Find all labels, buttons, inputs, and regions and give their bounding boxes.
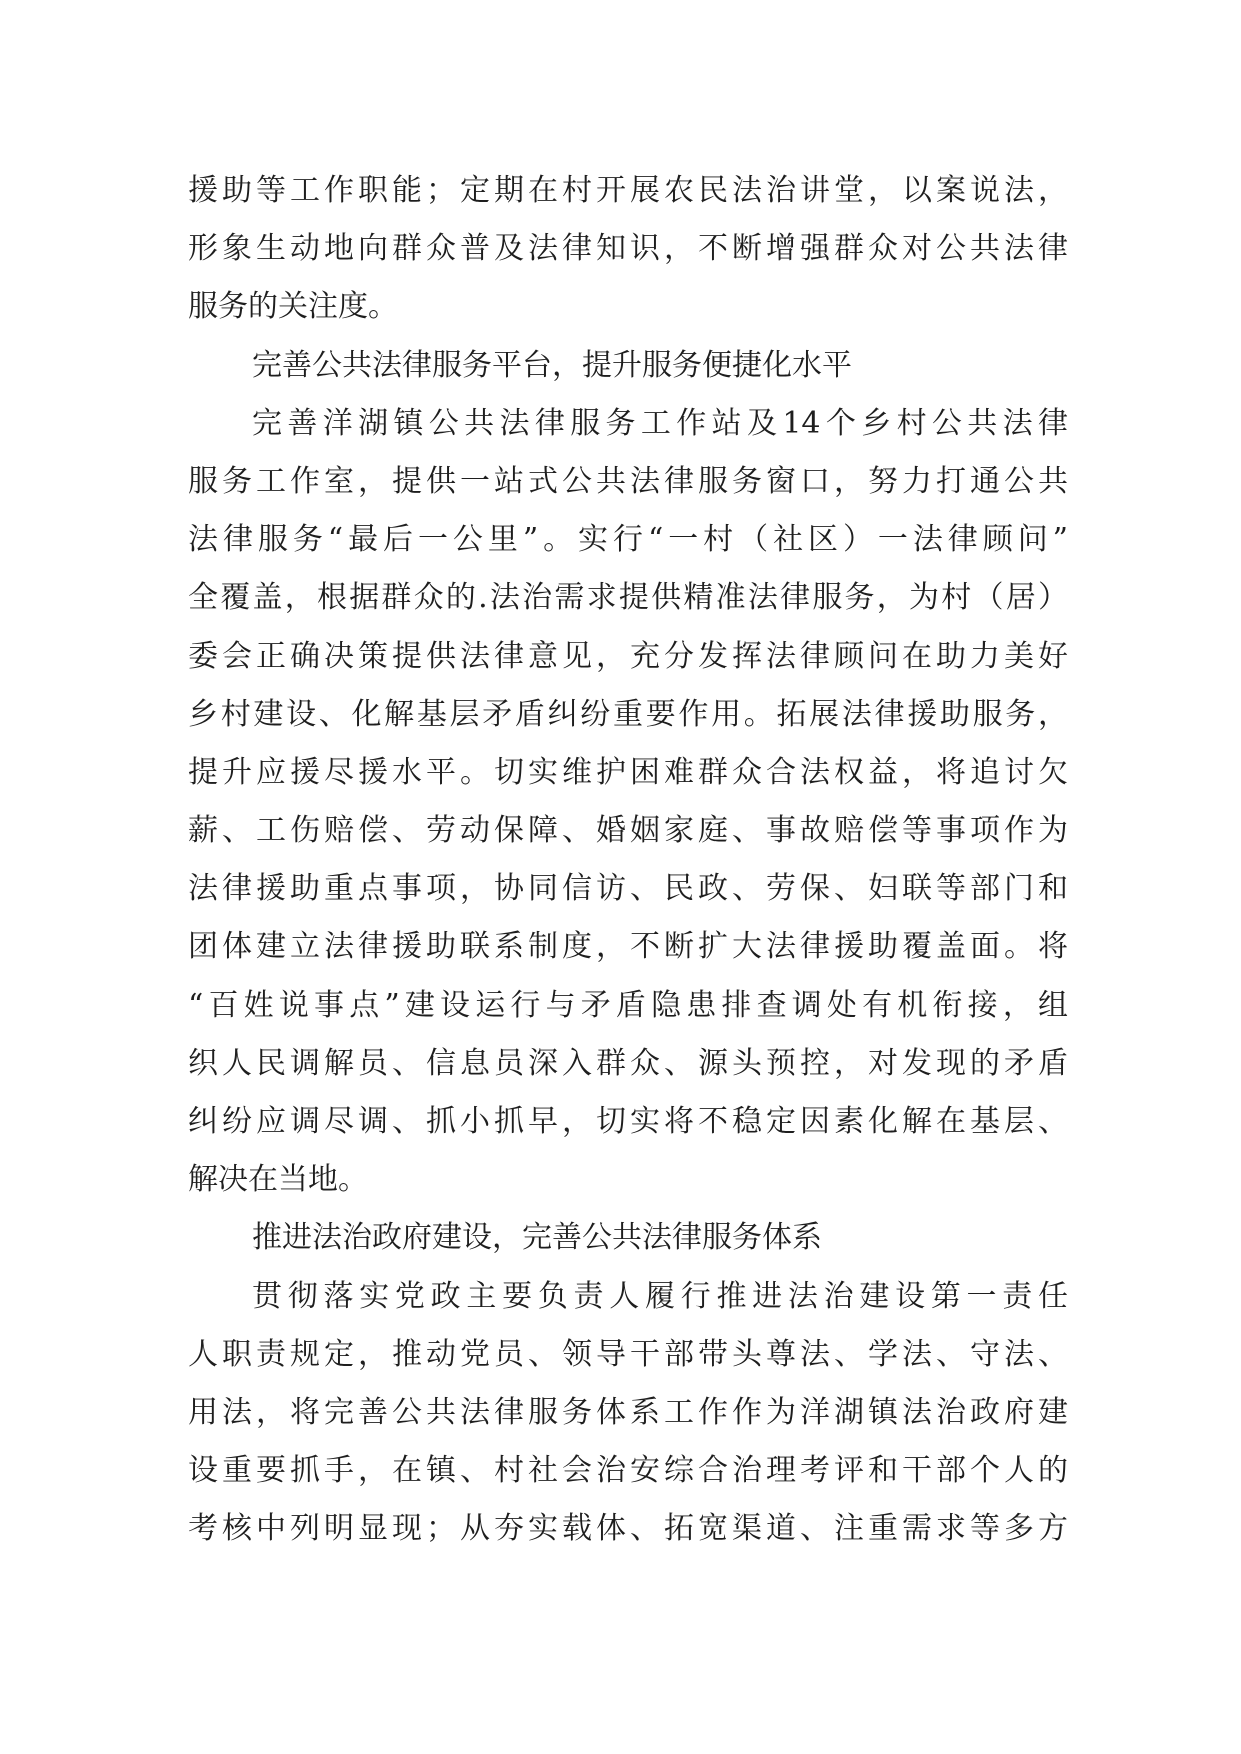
text-line: 法律援助重点事项，协同信访、民政、劳保、妇联等部门和: [188, 871, 1068, 907]
text-line: 考核中列明显现；从夯实载体、拓宽渠道、注重需求等多方: [188, 1511, 1068, 1547]
text-line: 用法，将完善公共法律服务体系工作作为洋湖镇法治政府建: [188, 1394, 1068, 1430]
text-line: 服务工作室，提供一站式公共法律服务窗口，努力打通公共: [188, 463, 1068, 499]
text-line: 形象生动地向群众普及法律知识，不断增强群众对公共法律: [188, 231, 1068, 267]
text-line: 团体建立法律援助联系制度，不断扩大法律援助覆盖面。将: [188, 929, 1068, 965]
text-line: 纠纷应调尽调、抓小抓早，切实将不稳定因素化解在基层、: [188, 1104, 1068, 1139]
document-body: [188, 162, 1068, 1559]
text-line: 薪、工伤赔偿、劳动保障、婚姻家庭、事故赔偿等事项作为: [188, 813, 1068, 849]
section-heading: 推进法治政府建设，完善公共法律服务体系: [252, 1220, 822, 1256]
text-line: 全覆盖，根据群众的.法治需求提供精准法律服务，为村（居）: [188, 580, 1068, 616]
text-line: 委会正确决策提供法律意见，充分发挥法律顾问在助力美好: [188, 638, 1068, 674]
text-line: 人职责规定，推动党员、领导干部带头尊法、学法、守法、: [188, 1336, 1068, 1372]
section-heading: 完善公共法律服务平台，提升服务便捷化水平: [252, 347, 852, 383]
text-line: 服务的关注度。: [188, 289, 398, 325]
text-line: 织人民调解员、信息员深入群众、源头预控，对发现的矛盾: [188, 1045, 1068, 1081]
text-line: 完善洋湖镇公共法律服务工作站及14个乡村公共法律: [252, 405, 1068, 441]
text-line: 设重要抓手，在镇、村社会治安综合治理考评和干部个人的: [188, 1453, 1068, 1489]
text-line: 解决在当地。: [188, 1162, 368, 1198]
text-line: 援助等工作职能；定期在村开展农民法治讲堂，以案说法，: [188, 173, 1068, 208]
text-line: 贯彻落实党政主要负责人履行推进法治建设第一责任: [252, 1278, 1068, 1314]
text-line: “百姓说事点”建设运行与矛盾隐患排查调处有机衔接，组: [188, 987, 1068, 1023]
text-line: 乡村建设、化解基层矛盾纠纷重要作用。拓展法律援助服务，: [188, 696, 1068, 732]
text-line: 提升应援尽援水平。切实维护困难群众合法权益，将追讨欠: [188, 754, 1068, 790]
text-line: 法律服务“最后一公里”。实行“一村（社区）一法律顾问”: [188, 522, 1068, 558]
